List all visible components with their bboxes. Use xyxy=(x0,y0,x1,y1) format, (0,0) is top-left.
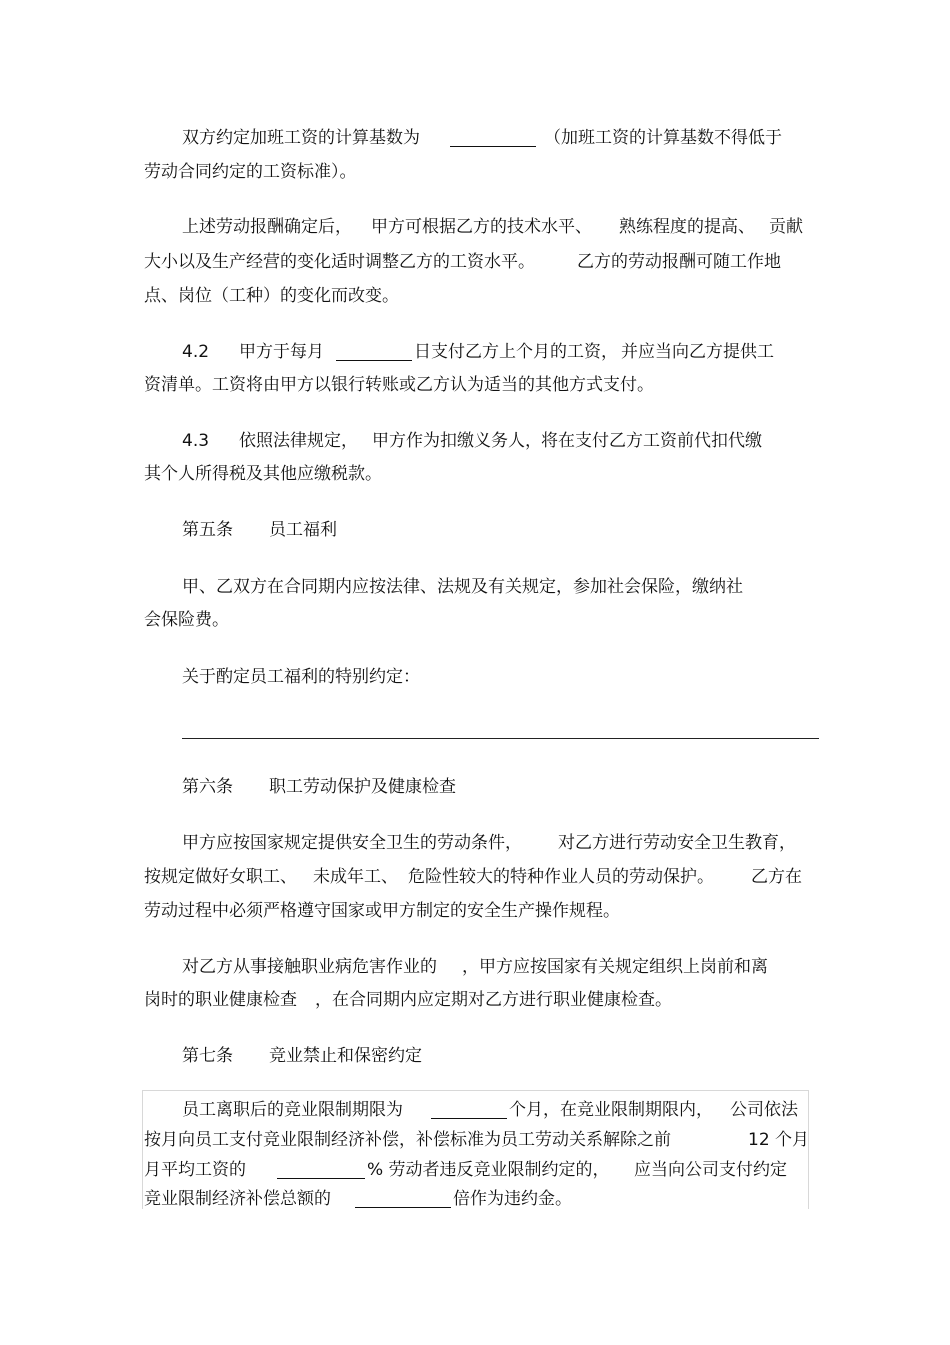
non-compete-text: 应当向公司支付约定 xyxy=(634,1160,787,1180)
health-check-text: 对乙方从事接触职业病危害作业的 xyxy=(182,957,437,977)
non-compete-months-blank xyxy=(431,1102,507,1119)
payday-text: 日支付乙方上个月的工资， xyxy=(414,342,618,362)
article-number: 第七条 xyxy=(182,1046,233,1066)
clause-number: 4.2 xyxy=(182,342,210,362)
health-check-text: ，甲方应按国家有关规定组织上岗前和离 xyxy=(462,957,768,977)
salary-adjust-text: 点、岗位（工种）的变化而改变。 xyxy=(144,286,399,306)
protection-text: 对乙方进行劳动安全卫生教育， xyxy=(558,833,796,853)
welfare-text: 会保险费。 xyxy=(144,610,229,630)
tax-text: 将在支付乙方工资前代扣代缴 xyxy=(541,431,762,451)
protection-text: 危险性较大的特种作业人员的劳动保护。 xyxy=(408,867,714,887)
non-compete-text: % 劳动者违反竞业限制约定的， xyxy=(367,1160,610,1180)
salary-adjust-text: 上述劳动报酬确定后， xyxy=(182,217,352,237)
welfare-text: 甲、乙双方在合同期内应按法律、法规及有关规定，参加社会保险，缴纳社 xyxy=(182,577,743,597)
salary-adjust-text: 大小以及生产经营的变化适时调整乙方的工资水平。 xyxy=(144,252,535,272)
protection-text: 甲方应按国家规定提供安全卫生的劳动条件， xyxy=(182,833,522,853)
article-number: 第六条 xyxy=(182,777,233,797)
payday-text: 资清单。工资将由甲方以银行转账或乙方认为适当的其他方式支付。 xyxy=(144,375,654,395)
salary-adjust-text: 乙方的劳动报酬可随工作地 xyxy=(577,252,781,272)
non-compete-multiple-blank xyxy=(355,1191,451,1208)
special-welfare-fill-line xyxy=(182,738,819,739)
non-compete-text: 员工离职后的竞业限制期限为 xyxy=(182,1100,403,1120)
article-number: 第五条 xyxy=(182,520,233,540)
non-compete-text: 12 个月 xyxy=(748,1130,810,1150)
overtime-base-text: 双方约定加班工资的计算基数为 xyxy=(182,128,420,148)
protection-text: 乙方在 xyxy=(751,867,802,887)
clause-number: 4.3 xyxy=(182,431,210,451)
payday-blank xyxy=(336,344,412,361)
article-title: 竞业禁止和保密约定 xyxy=(269,1046,422,1066)
payday-text: 并应当向乙方提供工 xyxy=(621,342,774,362)
payday-text: 甲方于每月 xyxy=(239,342,324,362)
overtime-base-note-cont: 劳动合同约定的工资标准）。 xyxy=(144,162,357,182)
article-title: 职工劳动保护及健康检查 xyxy=(269,777,456,797)
article-title: 员工福利 xyxy=(269,520,337,540)
protection-text: 劳动过程中必须严格遵守国家或甲方制定的安全生产操作规程。 xyxy=(144,901,620,921)
health-check-text: ，在合同期内应定期对乙方进行职业健康检查。 xyxy=(315,990,672,1010)
non-compete-text: 倍作为违约金。 xyxy=(453,1189,572,1209)
protection-text: 未成年工、 xyxy=(313,867,398,887)
non-compete-text: 个月，在竞业限制期限内， xyxy=(509,1100,713,1120)
non-compete-text: 公司依法 xyxy=(730,1100,798,1120)
tax-text: 甲方作为扣缴义务人， xyxy=(372,431,542,451)
non-compete-text: 月平均工资的 xyxy=(144,1160,246,1180)
non-compete-text: 按月向员工支付竞业限制经济补偿，补偿标准为员工劳动关系解除之前 xyxy=(144,1130,671,1150)
salary-adjust-text: 贡献 xyxy=(769,217,803,237)
non-compete-text: 竞业限制经济补偿总额的 xyxy=(144,1189,331,1209)
overtime-base-blank xyxy=(450,130,536,147)
salary-adjust-text: 甲方可根据乙方的技术水平、 xyxy=(371,217,592,237)
salary-adjust-text: 熟练程度的提高、 xyxy=(619,217,755,237)
tax-text: 其个人所得税及其他应缴税款。 xyxy=(144,464,382,484)
special-welfare-label: 关于酌定员工福利的特别约定： xyxy=(182,667,420,687)
overtime-base-note: （加班工资的计算基数不得低于 xyxy=(544,128,782,148)
tax-text: 依照法律规定， xyxy=(239,431,358,451)
protection-text: 按规定做好女职工、 xyxy=(144,867,297,887)
health-check-text: 岗时的职业健康检查 xyxy=(144,990,297,1010)
non-compete-percent-blank xyxy=(277,1162,365,1179)
